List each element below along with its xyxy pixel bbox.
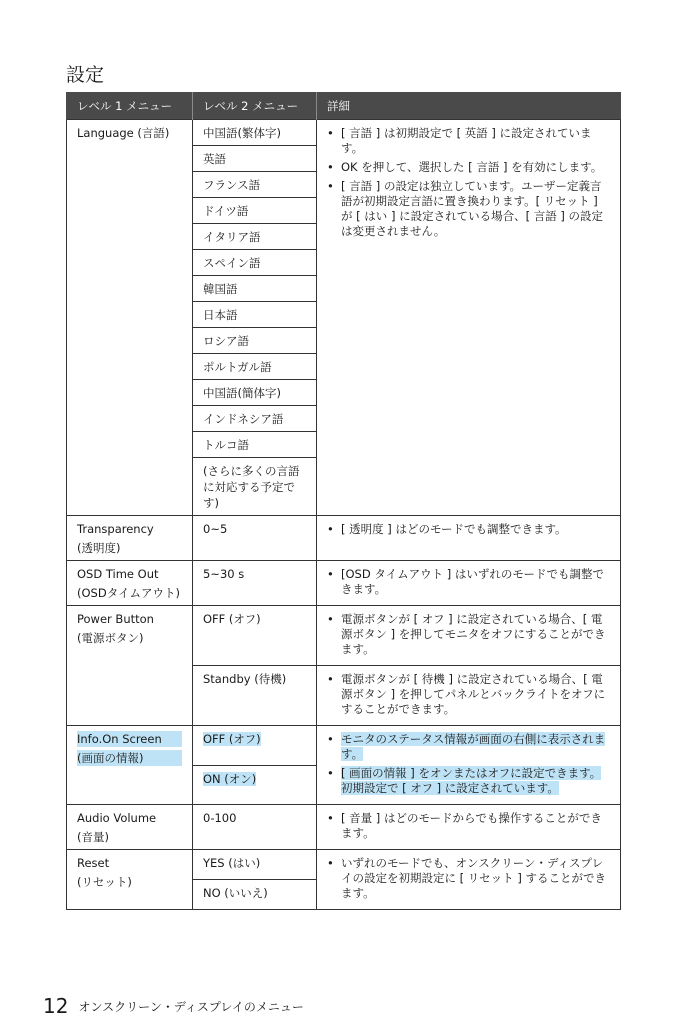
header-level2: レベル 2 メニュー [193, 92, 317, 120]
level1-reset: Reset (リセット) [67, 850, 193, 910]
level2-option: 韓国語 [193, 276, 317, 302]
settings-table [66, 92, 621, 910]
details-language [317, 120, 621, 516]
level1-power-button: Power Button (電源ボタン) [67, 606, 193, 726]
table-row [67, 516, 621, 561]
table-header-row [67, 92, 621, 120]
level2-option: ON (オン) [193, 765, 317, 805]
details-transparency [317, 516, 621, 561]
level2-option: 0~5 [193, 516, 317, 561]
detail-bullet: • [ 音量 ] はどのモードからでも操作することができます。 [325, 811, 612, 841]
level1-audio-volume: Audio Volume (音量) [67, 805, 193, 850]
details-osd-timeout [317, 561, 621, 606]
level2-option: トルコ語 [193, 432, 317, 458]
level2-option: フランス語 [193, 172, 317, 198]
level1-transparency: Transparency (透明度) [67, 516, 193, 561]
page-title: 設定 [66, 64, 105, 86]
table-row [67, 561, 621, 606]
level2-option: ドイツ語 [193, 198, 317, 224]
page-footer [43, 994, 304, 1018]
level2-option: OFF (オフ) [193, 606, 317, 666]
detail-bullet: • [ 画面の情報 ] をオンまたはオフに設定できます。初期設定で [ オフ ] に設定されています。 [325, 766, 612, 796]
level2-option: 0-100 [193, 805, 317, 850]
level2-option: 英語 [193, 146, 317, 172]
level2-option: 日本語 [193, 302, 317, 328]
table-row [67, 805, 621, 850]
detail-bullet: • [ 言語 ] は初期設定で [ 英語 ] に設定されています。 [325, 126, 612, 156]
header-details: 詳細 [317, 92, 621, 120]
level2-option: ロシア語 [193, 328, 317, 354]
level2-option: 5~30 s [193, 561, 317, 606]
details-info-on-screen [317, 726, 621, 805]
level2-option: OFF (オフ) [193, 726, 317, 766]
level2-option: 中国語(簡体字) [193, 380, 317, 406]
detail-bullet: • いずれのモードでも、オンスクリーン・ディスプレイの設定を初期設定に [ リセット ] することができます。 [325, 856, 612, 901]
footer-text: オンスクリーン・ディスプレイのメニュー [78, 999, 304, 1014]
table-row [67, 850, 621, 880]
level1-language: Language (言語) [67, 120, 193, 516]
detail-bullet: • 電源ボタンが [ オフ ] に設定されている場合、[ 電源ボタン ] を押してモニタをオフにすることができます。 [325, 612, 612, 657]
level2-option: NO (いいえ) [193, 880, 317, 910]
level2-option: (さらに多くの言語に対応する予定です) [193, 458, 317, 516]
table-row [67, 726, 621, 766]
level2-option: イタリア語 [193, 224, 317, 250]
level2-option: Standby (待機) [193, 666, 317, 726]
details-reset [317, 850, 621, 910]
details-power-off [317, 606, 621, 666]
page-number: 12 [43, 994, 69, 1018]
table-row [67, 120, 621, 146]
detail-bullet: • [ 透明度 ] はどのモードでも調整できます。 [325, 522, 612, 537]
details-audio-volume [317, 805, 621, 850]
level2-option: 中国語(繁体字) [193, 120, 317, 146]
detail-bullet: • [ 言語 ] の設定は独立しています。ユーザー定義言語が初期設定言語に置き換わります。[ リセット ] が [ はい ] に設定されている場合、[ 言語 ] の設定は変更されません。 [325, 179, 612, 239]
level1-info-on-screen: Info.On Screen (画面の情報) [67, 726, 193, 805]
detail-bullet: • OK を押して、選択した [ 言語 ] を有効にします。 [325, 160, 612, 175]
level2-option: YES (はい) [193, 850, 317, 880]
level2-option: インドネシア語 [193, 406, 317, 432]
details-power-standby [317, 666, 621, 726]
level2-option: ポルトガル語 [193, 354, 317, 380]
level2-option: スペイン語 [193, 250, 317, 276]
detail-bullet: • [OSD タイムアウト ] はいずれのモードでも調整できます。 [325, 567, 612, 597]
table-row [67, 606, 621, 666]
detail-bullet: • モニタのステータス情報が画面の右側に表示されます。 [325, 732, 612, 762]
header-level1: レベル 1 メニュー [67, 92, 193, 120]
level1-osd-timeout: OSD Time Out (OSDタイムアウト) [67, 561, 193, 606]
detail-bullet: • 電源ボタンが [ 待機 ] に設定されている場合、[ 電源ボタン ] を押してパネルとバックライトをオフにすることができます。 [325, 672, 612, 717]
